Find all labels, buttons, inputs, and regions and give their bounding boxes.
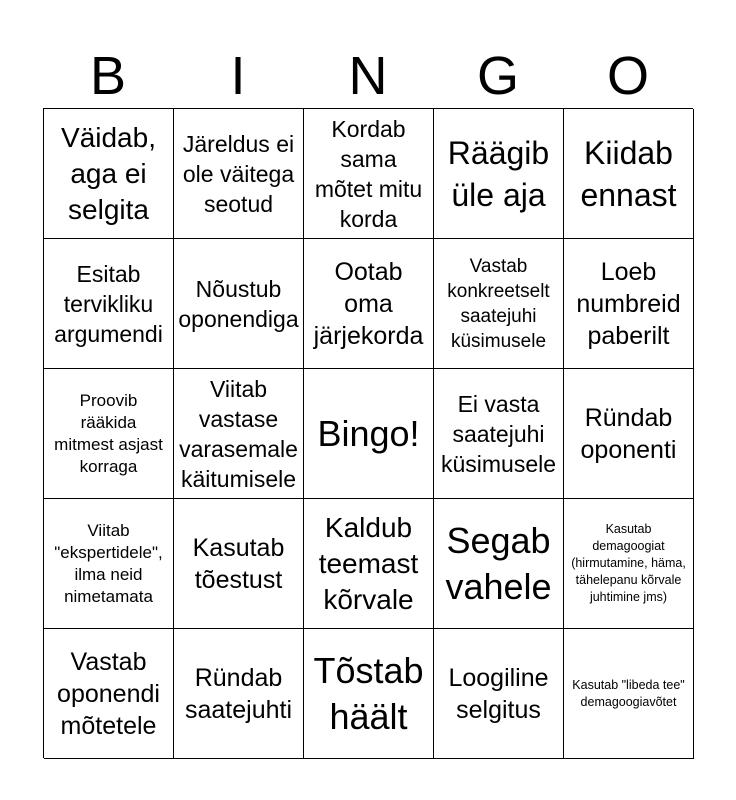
cell-text: Ootab oma järjekorda	[313, 257, 424, 350]
bingo-cell[interactable]	[564, 499, 694, 629]
bingo-cell[interactable]	[564, 239, 694, 369]
bingo-cell[interactable]	[564, 109, 694, 239]
header-letter-n: N	[348, 46, 388, 106]
header-letter-i: I	[230, 46, 246, 106]
bingo-cell[interactable]	[564, 369, 694, 499]
cell-text: Järeldus ei ole väitega seotud	[182, 130, 295, 217]
bingo-cell[interactable]	[174, 499, 304, 629]
header-letter-o: O	[606, 46, 649, 106]
cell-text: Esitab tervikliku argumendi	[54, 260, 163, 347]
cell-text: Ei vasta saatejuhi küsimusele	[440, 390, 557, 477]
bingo-cell[interactable]	[44, 499, 174, 629]
bingo-cell[interactable]	[304, 239, 434, 369]
bingo-cell[interactable]	[434, 239, 564, 369]
cell-text: Kasutab demagoogiat (hirmutamine, häma, tähelepanu kõrvale juhtimine jms)	[571, 522, 686, 604]
cell-text: Nõustub oponendiga	[178, 275, 299, 332]
cell-text: Kasutab "libeda tee" demagoogiavõtet	[572, 677, 685, 709]
cell-text: Väidab, aga ei selgita	[61, 121, 156, 225]
cell-text: Kordab sama mõtet mitu korda	[314, 115, 423, 232]
cell-text: Ründab oponenti	[580, 403, 677, 464]
cell-text: Tõstab häält	[313, 649, 424, 737]
cell-text: Kiidab ennast	[580, 134, 677, 213]
cell-text: Ründab saatejuhti	[184, 663, 293, 724]
cell-text: Proovib rääkida mitmest asjast korraga	[54, 390, 163, 476]
bingo-cell[interactable]	[434, 109, 564, 239]
bingo-cell[interactable]	[434, 629, 564, 759]
cell-text: Segab vahele	[445, 519, 552, 607]
bingo-cell[interactable]	[304, 109, 434, 239]
bingo-cell[interactable]	[174, 369, 304, 499]
cell-text: Viitab vastase varasemale käitumisele	[179, 375, 298, 492]
bingo-cell[interactable]	[304, 499, 434, 629]
bingo-cell[interactable]	[434, 499, 564, 629]
cell-text: Viitab "ekspertidele", ilma neid nimetamata	[54, 520, 163, 606]
header-letter-b: B	[89, 46, 127, 106]
header-letter-g: G	[476, 46, 519, 106]
bingo-header	[43, 44, 693, 108]
cell-text: Kaldub teemast kõrvale	[318, 511, 419, 615]
bingo-cell[interactable]	[434, 369, 564, 499]
bingo-cell[interactable]	[44, 109, 174, 239]
bingo-cell[interactable]	[304, 629, 434, 759]
bingo-grid	[43, 108, 693, 758]
bingo-cell[interactable]	[44, 239, 174, 369]
cell-text: Bingo!	[317, 412, 420, 454]
cell-text: Räägib üle aja	[447, 134, 550, 213]
bingo-cell[interactable]	[44, 629, 174, 759]
bingo-cell[interactable]	[304, 369, 434, 499]
cell-text: Loogiline selgitus	[448, 663, 549, 724]
bingo-cell[interactable]	[174, 109, 304, 239]
cell-text: Kasutab tõestust	[192, 533, 285, 594]
cell-text: Vastab oponendi mõtetele	[57, 647, 160, 740]
bingo-cell[interactable]	[44, 369, 174, 499]
bingo-cell[interactable]	[564, 629, 694, 759]
cell-text: Vastab konkreetselt saatejuhi küsimusele	[447, 255, 550, 352]
cell-text: Loeb numbreid paberilt	[576, 257, 681, 350]
bingo-cell[interactable]	[174, 239, 304, 369]
bingo-cell[interactable]	[174, 629, 304, 759]
